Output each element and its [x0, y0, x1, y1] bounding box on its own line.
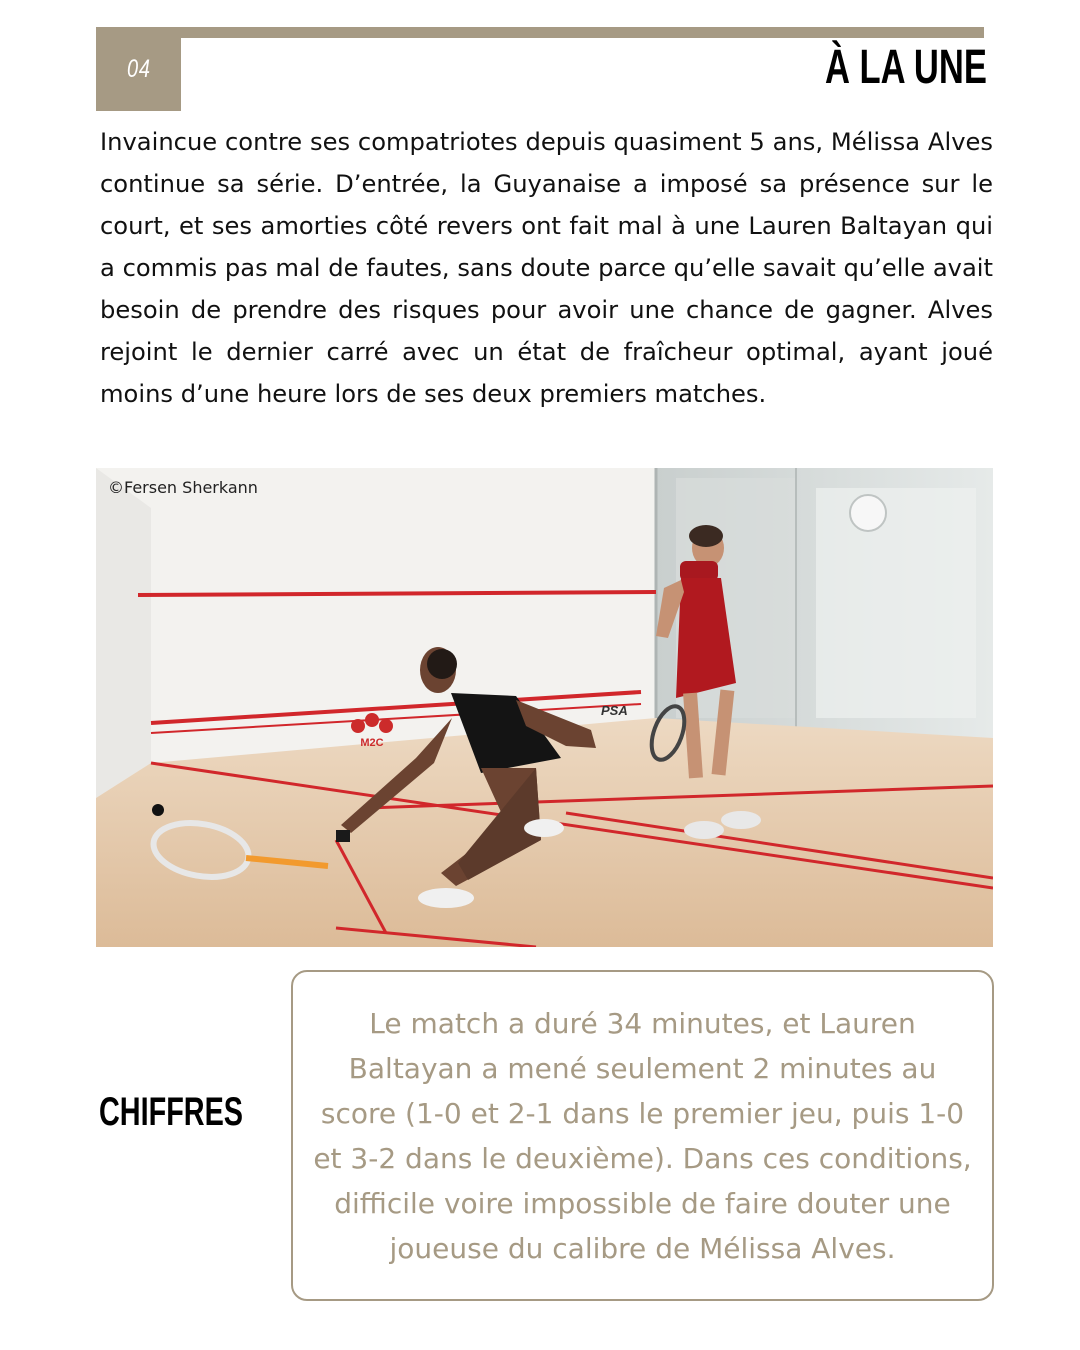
header-rule: [96, 27, 984, 38]
squash-court-illustration: [96, 468, 993, 947]
stats-callout-box: [291, 970, 994, 1301]
stats-label: CHIFFRES: [99, 1090, 243, 1134]
article-body: Invaincue contre ses compatriotes depuis quasiment 5 ans, Mélissa Alves continue sa série. D’entrée, la Guyanaise a imposé sa présence sur le court, et ses amorties côté revers ont fait mal à une Lauren Baltayan qui a commis pas mal de fautes, sans doute parce qu’elle savait qu’elle avait besoin de prendre des risques pour avoir une chance de gagner. Alves rejoint le dernier carré avec un état de fraîcheur optimal, ayant joué moins d’une heure lors de ses deux premiers matches.: [100, 128, 993, 408]
m2c-logo-text: M2C: [360, 737, 384, 749]
page-number: 04: [126, 54, 151, 83]
stats-callout-text: Le match a duré 34 minutes, et Lauren Baltayan a mené seulement 2 minutes au score (1-0 et 2-1 dans le premier jeu, puis 1-0 et 3-2 dans le deuxième). Dans ces conditions, difficile voire impossible de faire douter une joueuse du calibre de Mélissa Alves.: [313, 1006, 972, 1265]
page-number-tab: [96, 27, 181, 111]
match-photo: [96, 468, 993, 947]
section-title: À LA UNE: [825, 41, 987, 94]
psa-logo: PSA: [601, 703, 628, 718]
photo-credit: ©Fersen Sherkann: [108, 478, 258, 497]
